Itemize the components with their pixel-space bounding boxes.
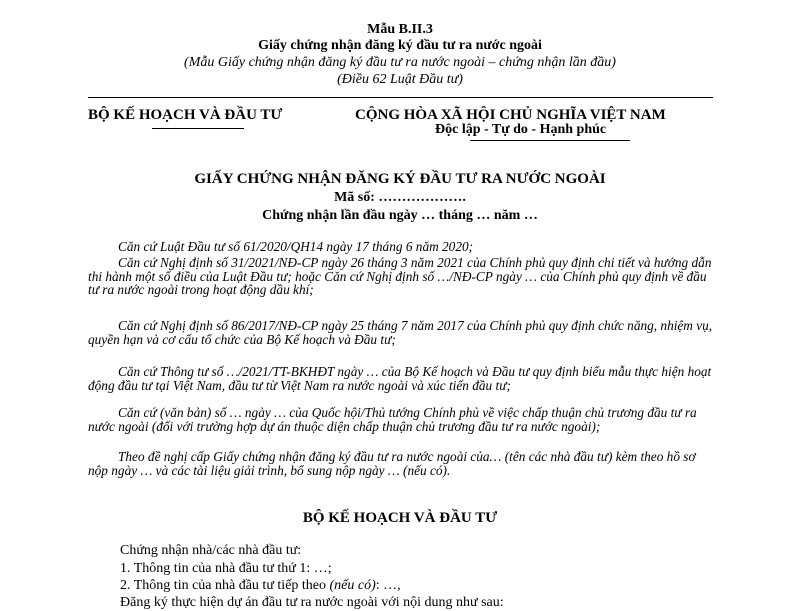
legal-basis-6: Theo đề nghị cấp Giấy chứng nhận đăng ký đầu tư ra nước ngoài của… (tên các nhà đầu tư) kèm theo hồ sơ nộp ngày … và các tài liệu giải trình, bổ sung nộp ngày … (nếu có). <box>88 449 696 478</box>
legal-basis-5: Căn cứ (văn bản) số … ngày … của Quốc hội/Thủ tướng Chính phủ về việc chấp thuận chủ trương đầu tư ra nước ngoài (đối với trường hợp dự án thuộc diện chấp thuận chủ trương đầu tư ra nước ngoài); <box>88 405 697 434</box>
form-code: Mẫu B.II.3 <box>367 22 433 37</box>
legal-basis-1: Căn cứ Luật Đầu tư số 61/2020/QH14 ngày 17 tháng 6 năm 2020; <box>118 239 474 254</box>
form-article: (Điều 62 Luật Đầu tư) <box>337 72 463 87</box>
investor-line-2: 2. Thông tin của nhà đầu tư tiếp theo (nếu có): …, <box>120 578 401 593</box>
motto: Độc lập - Tự do - Hạnh phúc <box>435 122 607 137</box>
legal-basis-2: Căn cứ Nghị định số 31/2021/NĐ-CP ngày 26 tháng 3 năm 2021 của Chính phủ quy định chi tiết và hướng dẫn thi hành một số điều của Luật Đầu tư; hoặc Căn cứ Nghị định số …/NĐ-CP ngày … của Chính phủ quy định về đầu tư ra nước ngoài trong hoạt động dầu khí; <box>88 255 712 298</box>
investor-line-1: 1. Thông tin của nhà đầu tư thứ 1: …; <box>120 561 332 576</box>
issuer-underline <box>152 128 244 129</box>
nation-name: CỘNG HÒA XÃ HỘI CHỦ NGHĨA VIỆT NAM <box>355 107 666 123</box>
certify-intro: Chứng nhận nhà/các nhà đầu tư: <box>120 543 302 558</box>
issuer-name: BỘ KẾ HOẠCH VÀ ĐẦU TƯ <box>88 107 283 123</box>
certificate-title: GIẤY CHỨNG NHẬN ĐĂNG KÝ ĐẦU TƯ RA NƯỚC NGOÀI <box>194 171 606 187</box>
legal-basis-4: Căn cứ Thông tư số …/2021/TT-BKHĐT ngày … của Bộ Kế hoạch và Đầu tư quy định biểu mẫu thực hiện hoạt động đầu tư tại Việt Nam, đầu tư từ Việt Nam ra nước ngoài và xúc tiến đầu tư; <box>88 364 712 393</box>
legal-basis-3: Căn cứ Nghị định số 86/2017/NĐ-CP ngày 25 tháng 7 năm 2017 của Chính phủ quy định chức năng, nhiệm vụ, quyền hạn và cơ cấu tổ chức của Bộ Kế hoạch và Đầu tư; <box>88 318 713 347</box>
header-divider <box>88 97 713 98</box>
certificate-code: Mã số: ………………. <box>334 190 466 205</box>
first-certification-date: Chứng nhận lần đầu ngày … tháng … năm … <box>262 208 538 223</box>
cutoff-line: Đăng ký thực hiện dự án đầu tư ra nước ngoài với nội dung như sau: <box>120 595 504 610</box>
form-subtitle: (Mẫu Giấy chứng nhận đăng ký đầu tư ra nước ngoài – chứng nhận lần đầu) <box>184 55 616 70</box>
motto-underline <box>470 140 630 141</box>
section-heading: BỘ KẾ HOẠCH VÀ ĐẦU TƯ <box>302 510 498 526</box>
form-title: Giấy chứng nhận đăng ký đầu tư ra nước ngoài <box>258 38 542 53</box>
